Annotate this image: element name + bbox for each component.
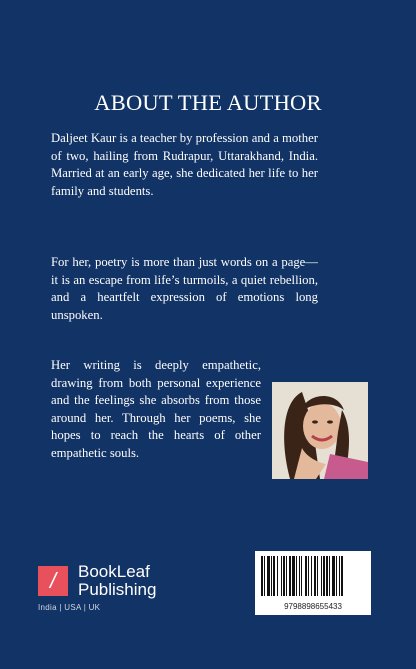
author-bio-paragraph-3: Her writing is deeply empathetic, drawing from both personal experience and the feelings she absorbs from those around her. Through her poems, she hopes to reach the hearts of other empathetic souls. <box>51 358 261 460</box>
publisher-name-line1: BookLeaf <box>78 562 150 581</box>
barcode-bar <box>314 556 316 596</box>
barcode-bar <box>329 556 330 596</box>
author-bio-paragraph-2: For her, poetry is more than just words on a page—it is an escape from life’s turmoils, a quiet rebellion, and a heartfelt expression of emotions long unspoken. <box>51 255 318 322</box>
barcode-bar <box>305 556 307 596</box>
barcode-bar <box>292 556 295 596</box>
barcode-bar <box>281 556 282 596</box>
barcode-bar <box>326 556 328 596</box>
barcode-bar <box>273 556 275 596</box>
author-bio-paragraph-1: Daljeet Kaur is a teacher by profession and a mother of two, hailing from Rudrapur, Uttarakhand, India. Married at an early age, she dedicated her life to her family and students. <box>51 131 318 198</box>
barcode-bar <box>296 556 297 596</box>
barcode-bar <box>321 556 322 596</box>
barcode-bar <box>308 556 309 596</box>
barcode-bar <box>277 556 278 596</box>
publisher-name <box>78 563 156 599</box>
barcode-bar <box>299 556 300 596</box>
barcode-bar <box>341 556 343 596</box>
barcode-bar <box>336 556 337 596</box>
publisher-regions: India | USA | UK <box>38 603 101 612</box>
author-portrait-icon <box>272 382 368 479</box>
isbn-barcode <box>255 551 371 615</box>
barcode-bar <box>283 556 285 596</box>
barcode-bar <box>264 556 265 596</box>
isbn-number: 9798898655433 <box>284 602 342 611</box>
barcode-bar <box>267 556 270 596</box>
publisher-name-line2: Publishing <box>78 580 157 599</box>
publisher-logo-mark: / <box>38 566 68 596</box>
barcode-bar <box>317 556 318 596</box>
barcode-bar <box>311 556 312 596</box>
barcode-bar <box>332 556 335 596</box>
barcode-bar <box>301 556 302 596</box>
barcode-bar <box>289 556 291 596</box>
author-photo <box>272 382 368 479</box>
page-title: ABOUT THE AUTHOR <box>94 90 322 115</box>
barcode-bar <box>323 556 325 596</box>
barcode-icon <box>261 556 365 596</box>
barcode-bar <box>261 556 263 596</box>
barcode-bar <box>286 556 287 596</box>
barcode-bar <box>339 556 340 596</box>
barcode-bar <box>271 556 272 596</box>
